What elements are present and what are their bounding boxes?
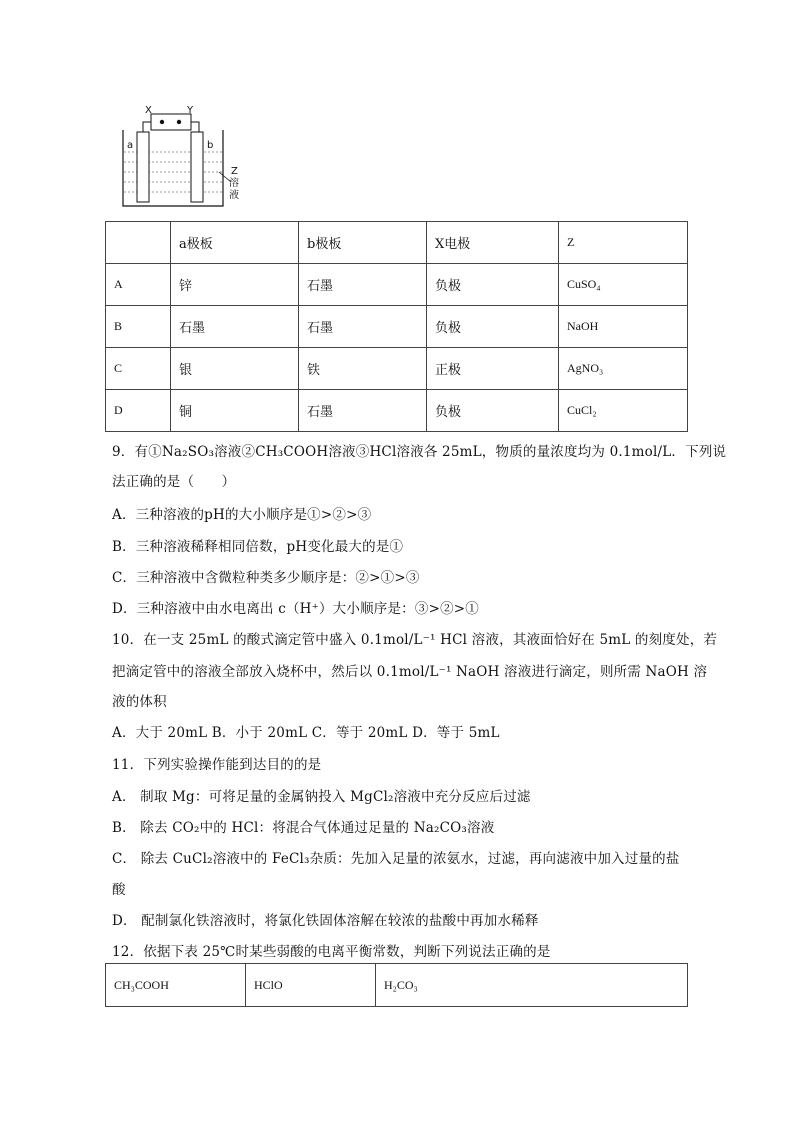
table-header-cell: b极板 (299, 222, 427, 264)
table-row (106, 348, 688, 390)
q10-stem-line2: 把滴定管中的溶液全部放入烧杯中，然后以 0.1mol/L⁻¹ NaOH 溶液进行滴定，则所需 NaOH 溶 (112, 664, 708, 680)
label-z-ye: 液 (229, 190, 239, 201)
q10-stem-line3: 液的体积 (112, 694, 167, 710)
table-cell: 负极 (427, 264, 559, 306)
table-cell: C (106, 348, 171, 390)
q9-option-c: C．三种溶液中含微粒种类多少顺序是：②>①>③ (112, 570, 420, 586)
q9-option-a: A．三种溶液的pH的大小顺序是①>②>③ (112, 507, 372, 523)
q10-options: A．大于 20mL B．小于 20mL C．等于 20mL D．等于 5mL (112, 725, 500, 741)
table-header-cell: CH₃COOH (106, 964, 246, 1007)
power-supply (151, 114, 191, 130)
table-row (106, 306, 688, 348)
q11-option-c-line2: 酸 (112, 882, 126, 898)
table-cell: 负极 (427, 390, 559, 432)
electrode-table (105, 221, 688, 432)
table-header-cell: a极板 (171, 222, 299, 264)
table-cell: 锌 (171, 264, 299, 306)
q12-stem: 12．依据下表 25℃时某些弱酸的电离平衡常数，判断下列说法正确的是 (112, 944, 551, 960)
table-cell: AgNO₃ (559, 348, 688, 390)
table-header-cell: H₂CO₃ (376, 964, 688, 1007)
table-cell: 铁 (299, 348, 427, 390)
table-header-row (106, 964, 688, 1007)
table-cell: 正极 (427, 348, 559, 390)
table-cell: CuSO₄ (559, 264, 688, 306)
q9-option-d: D．三种溶液中由水电离出 c（H⁺）大小顺序是：③>②>① (112, 601, 479, 617)
table-cell: 铜 (171, 390, 299, 432)
table-cell: A (106, 264, 171, 306)
q11-stem: 11．下列实验操作能到达目的的是 (112, 757, 322, 773)
wire-left (143, 122, 151, 132)
wire-right (191, 122, 199, 132)
q9-stem-line2: 法正确的是（ ） (112, 474, 236, 490)
table-cell: B (106, 306, 171, 348)
table-header-row (106, 222, 688, 264)
table-cell: 石墨 (171, 306, 299, 348)
table-header-cell: HClO (246, 964, 376, 1007)
label-y: Y (187, 105, 194, 116)
q10-stem-line1: 10．在一支 25mL 的酸式滴定管中盛入 0.1mol/L⁻¹ HCl 溶液，其液面恰好在 5mL 的刻度处，若 (112, 632, 718, 648)
label-z: Z (231, 166, 238, 177)
q11-option-d: D． 配制氯化铁溶液时，将氯化铁固体溶解在较浓的盐酸中再加水稀释 (112, 913, 539, 929)
table-cell: NaOH (559, 306, 688, 348)
label-z-rong: 溶 (229, 178, 239, 189)
table-cell: 负极 (427, 306, 559, 348)
table-cell: 石墨 (299, 390, 427, 432)
terminal-y (177, 120, 181, 124)
table-header-cell (106, 222, 171, 264)
table-header-cell: Z (559, 222, 688, 264)
label-x: X (145, 105, 152, 116)
table-cell: 银 (171, 348, 299, 390)
dissociation-constant-table (105, 963, 688, 1007)
table-row (106, 264, 688, 306)
q9-stem-line1: 9．有①Na₂SO₃溶液②CH₃COOH溶液③HCl溶液各 25mL，物质的量浓度均为 0.1mol/L．下列说 (112, 444, 727, 460)
electrode-b (191, 132, 203, 202)
table-cell: 石墨 (299, 306, 427, 348)
terminal-x (160, 120, 164, 124)
q11-option-c-line1: C． 除去 CuCl₂溶液中的 FeCl₃杂质：先加入足量的浓氨水，过滤，再向滤液中加入过量的盐 (112, 851, 680, 867)
table-cell: CuCl₂ (559, 390, 688, 432)
q11-option-b: B． 除去 CO₂中的 HCl：将混合气体通过足量的 Na₂CO₃溶液 (112, 820, 495, 836)
table-cell: 石墨 (299, 264, 427, 306)
label-a: a (127, 140, 134, 151)
table-row (106, 390, 688, 432)
q9-option-b: B．三种溶液稀释相同倍数，pH变化最大的是① (112, 539, 404, 555)
electrolysis-diagram (115, 100, 265, 215)
table-header-cell: X电极 (427, 222, 559, 264)
electrode-a (137, 132, 149, 202)
table-cell: D (106, 390, 171, 432)
label-b: b (207, 140, 214, 151)
q11-option-a: A． 制取 Mg：可将足量的金属钠投入 MgCl₂溶液中充分反应后过滤 (112, 789, 531, 805)
